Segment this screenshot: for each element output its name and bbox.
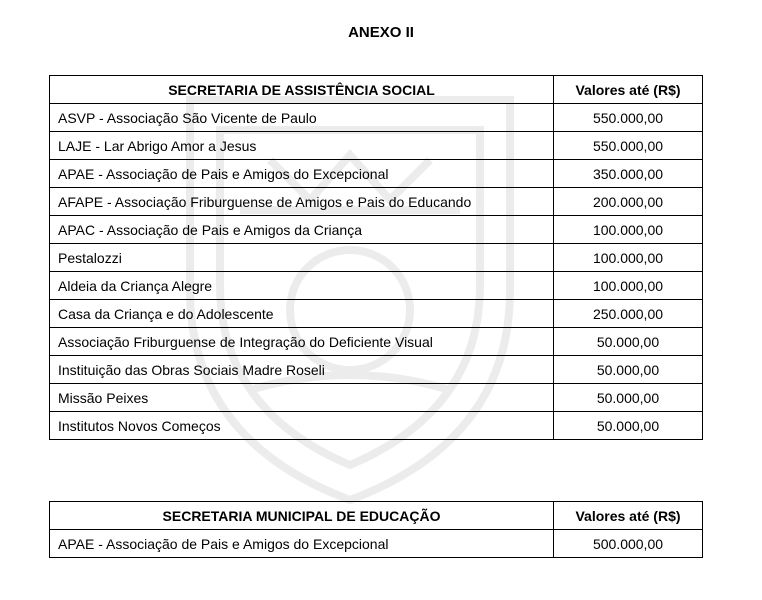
value-header: Valores até (R$) <box>554 76 703 104</box>
value-cell: 100.000,00 <box>554 216 703 244</box>
document-title: ANEXO II <box>348 24 414 41</box>
institution-name: Missão Peixes <box>50 384 554 412</box>
secretariat-header: SECRETARIA MUNICIPAL DE EDUCAÇÃO <box>50 502 554 530</box>
secretariat-header: SECRETARIA DE ASSISTÊNCIA SOCIAL <box>50 76 554 104</box>
institution-name: Aldeia da Criança Alegre <box>50 272 554 300</box>
table-row <box>50 300 703 328</box>
table-row <box>50 216 703 244</box>
value-cell: 250.000,00 <box>554 300 703 328</box>
institution-name: AFAPE - Associação Friburguense de Amigos e Pais do Educando <box>50 188 554 216</box>
table-row <box>50 412 703 440</box>
value-cell: 50.000,00 <box>554 328 703 356</box>
value-cell: 200.000,00 <box>554 188 703 216</box>
value-cell: 350.000,00 <box>554 160 703 188</box>
institution-name: APAE - Associação de Pais e Amigos do Excepcional <box>50 530 554 558</box>
table-row <box>50 160 703 188</box>
table-row <box>50 272 703 300</box>
value-header: Valores até (R$) <box>554 502 703 530</box>
value-cell: 50.000,00 <box>554 384 703 412</box>
table-row <box>50 384 703 412</box>
table-row <box>50 530 703 558</box>
social-assistance-table <box>49 75 703 440</box>
institution-name: Associação Friburguense de Integração do Deficiente Visual <box>50 328 554 356</box>
value-cell: 100.000,00 <box>554 244 703 272</box>
institution-name: APAC - Associação de Pais e Amigos da Criança <box>50 216 554 244</box>
institution-name: Instituição das Obras Sociais Madre Roseli <box>50 356 554 384</box>
value-cell: 50.000,00 <box>554 356 703 384</box>
table-row <box>50 356 703 384</box>
table-row <box>50 132 703 160</box>
institution-name: Institutos Novos Começos <box>50 412 554 440</box>
table-header-row <box>50 76 703 104</box>
value-cell: 100.000,00 <box>554 272 703 300</box>
institution-name: APAE - Associação de Pais e Amigos do Excepcional <box>50 160 554 188</box>
table-row <box>50 244 703 272</box>
value-cell: 50.000,00 <box>554 412 703 440</box>
institution-name: LAJE - Lar Abrigo Amor a Jesus <box>50 132 554 160</box>
table-header-row <box>50 502 703 530</box>
value-cell: 550.000,00 <box>554 104 703 132</box>
education-table <box>49 501 703 558</box>
table-row <box>50 328 703 356</box>
value-cell: 500.000,00 <box>554 530 703 558</box>
table-row <box>50 104 703 132</box>
table-row <box>50 188 703 216</box>
institution-name: Pestalozzi <box>50 244 554 272</box>
value-cell: 550.000,00 <box>554 132 703 160</box>
institution-name: Casa da Criança e do Adolescente <box>50 300 554 328</box>
institution-name: ASVP - Associação São Vicente de Paulo <box>50 104 554 132</box>
